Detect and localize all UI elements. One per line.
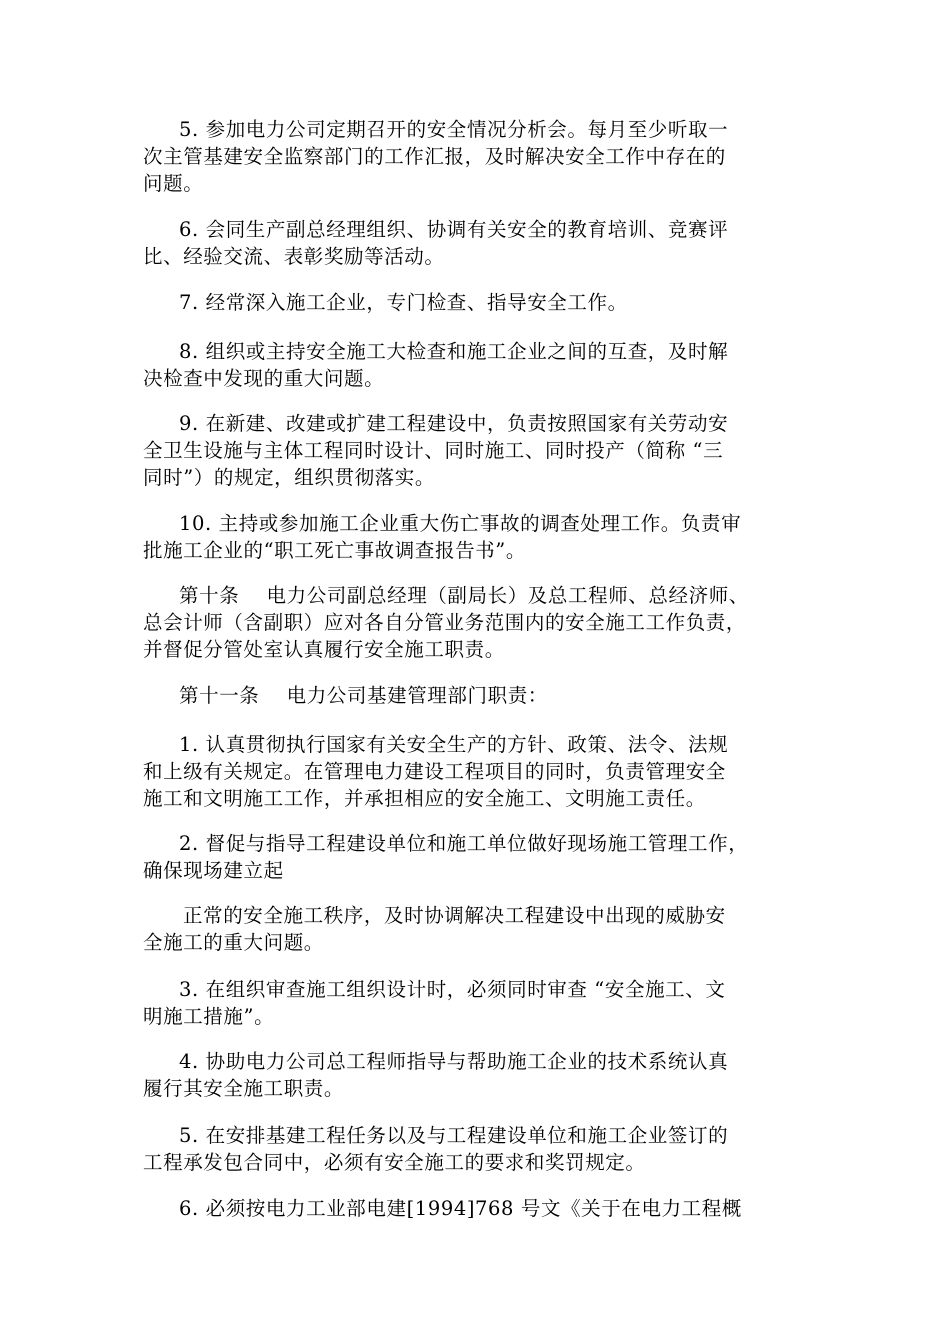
- text-line: 8. 组织或主持安全施工大检查和施工企业之间的互查，及时解: [179, 340, 729, 363]
- text-line: 6. 会同生产副总经理组织、协调有关安全的教育培训、竞赛评: [179, 218, 729, 241]
- paragraph-item-6-training: [143, 216, 815, 270]
- text-line: 6. 必须按电力工业部电建[1994]768 号文《关于在电力工程概: [179, 1197, 742, 1220]
- text-line: 全卫生设施与主体工程同时设计、同时施工、同时投产（简称 “三: [143, 439, 724, 462]
- text-line: 决检查中发现的重大问题。: [143, 367, 385, 390]
- text-line: 5. 在安排基建工程任务以及与工程建设单位和施工企业签订的: [179, 1124, 729, 1147]
- text-line: 比、经验交流、表彰奖励等活动。: [143, 245, 445, 268]
- article-10: [143, 582, 815, 663]
- paragraph-item-7-inspection: [143, 289, 815, 316]
- text-line: 2. 督促与指导工程建设单位和施工单位做好现场施工管理工作，: [179, 832, 749, 855]
- paragraph-duty-5: [143, 1122, 815, 1176]
- article-11-heading: [143, 682, 815, 709]
- text-line: 施工和文明施工工作，并承担相应的安全施工、文明施工责任。: [143, 787, 706, 810]
- paragraph-duty-2-continued: [143, 902, 815, 956]
- text-line: 1. 认真贯彻执行国家有关安全生产的方针、政策、法令、法规: [179, 733, 729, 756]
- paragraph-duty-1: [143, 731, 815, 812]
- text-line: 4. 协助电力公司总工程师指导与帮助施工企业的技术系统认真: [179, 1050, 729, 1073]
- paragraph-duty-3: [143, 976, 815, 1030]
- text-line: 批施工企业的“职工死亡事故调查报告书”。: [143, 539, 526, 562]
- paragraph-duty-4: [143, 1048, 815, 1102]
- text-line: 确保现场建立起: [143, 859, 284, 882]
- paragraph-item-9-three-simultaneous: [143, 410, 815, 491]
- text-line: 10. 主持或参加施工企业重大伤亡事故的调查处理工作。负责审: [179, 512, 742, 535]
- text-line: 9. 在新建、改建或扩建工程建设中，负责按照国家有关劳动安: [179, 412, 729, 435]
- text-line: 5. 参加电力公司定期召开的安全情况分析会。每月至少听取一: [179, 118, 729, 141]
- paragraph-item-8-mutual-check: [143, 338, 815, 392]
- text-line: 全施工的重大问题。: [143, 931, 324, 954]
- text-line: 明施工措施”。: [143, 1005, 275, 1028]
- text-line: 工程承发包合同中，必须有安全施工的要求和奖罚规定。: [143, 1151, 646, 1174]
- text-line: 3. 在组织审查施工组织设计时，必须同时审查 “安全施工、文: [179, 978, 726, 1001]
- paragraph-duty-6: [143, 1195, 815, 1222]
- text-line: 正常的安全施工秩序，及时协调解决工程建设中出现的威胁安: [183, 904, 726, 927]
- paragraph-item-10-accident: [143, 510, 815, 564]
- text-line: 同时”）的规定，组织贯彻落实。: [143, 466, 435, 489]
- text-line: 第十条 电力公司副总经理（副局长）及总工程师、总经济师、: [179, 584, 749, 607]
- text-line: 和上级有关规定。在管理电力建设工程项目的同时，负责管理安全: [143, 760, 726, 783]
- text-line: 履行其安全施工职责。: [143, 1077, 345, 1100]
- paragraph-item-5-meetings: [143, 116, 815, 197]
- text-line: 总会计师（含副职）应对各自分管业务范围内的安全施工工作负责，: [143, 611, 747, 634]
- text-line: 并督促分管处室认真履行安全施工职责。: [143, 638, 505, 661]
- text-line: 7. 经常深入施工企业，专门检查、指导安全工作。: [179, 291, 628, 314]
- text-line: 次主管基建安全监察部门的工作汇报，及时解决安全工作中存在的: [143, 145, 726, 168]
- text-line: 第十一条 电力公司基建管理部门职责：: [179, 684, 548, 707]
- paragraph-duty-2: [143, 830, 815, 884]
- text-line: 问题。: [143, 172, 204, 195]
